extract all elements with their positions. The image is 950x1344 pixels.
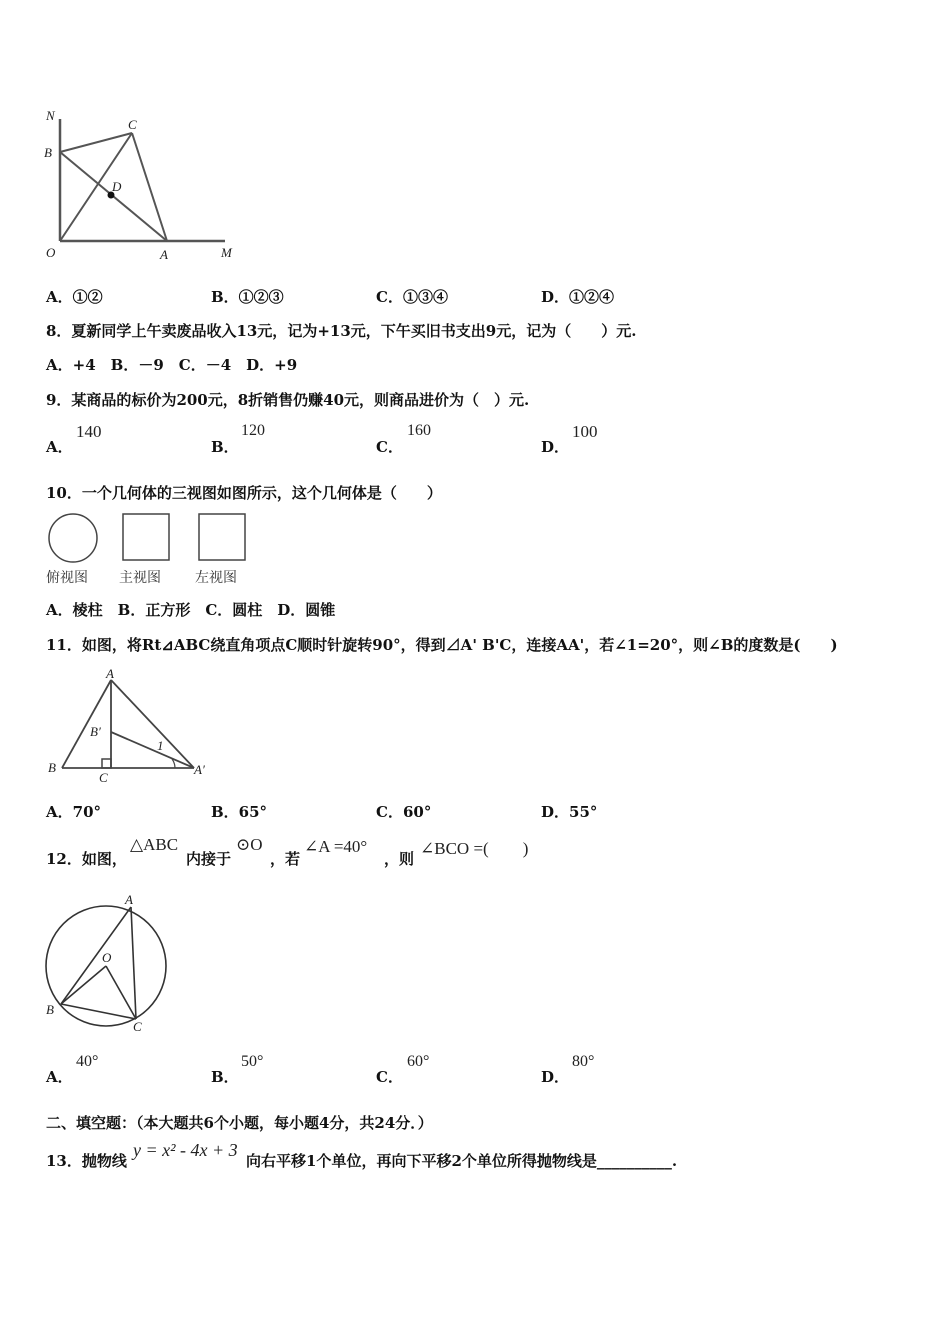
line-CA bbox=[132, 133, 167, 241]
q12-option-b-letter: B． bbox=[211, 1068, 239, 1086]
right-angle-mark bbox=[102, 759, 111, 768]
chord-AB bbox=[61, 907, 131, 1004]
q9-stem: 9．某商品的标价为200元，8折销售仍赚40元，则商品进价为（ ）元. bbox=[46, 391, 530, 409]
q12-inscribed-in: 内接于 bbox=[186, 850, 232, 868]
side-B-prime-A-prime bbox=[111, 732, 194, 768]
section-2-heading: 二、填空题：（本大题共6个小题，每小题4分，共24分．） bbox=[46, 1114, 433, 1132]
label-B: B bbox=[44, 145, 52, 160]
q12-if: ，若 bbox=[270, 850, 301, 868]
figure-q11-triangle bbox=[44, 666, 214, 786]
side-view-square bbox=[199, 514, 245, 560]
q7-option-a: A．①② bbox=[46, 288, 103, 306]
label-angle-1: 1 bbox=[157, 738, 164, 753]
label-A: A bbox=[106, 666, 114, 681]
q12-option-c-letter: C． bbox=[376, 1068, 403, 1086]
side-AA-prime bbox=[111, 680, 194, 768]
side-view-label: 左视图 bbox=[195, 570, 237, 586]
q9-option-c-value: 160 bbox=[407, 422, 431, 439]
label-O: O bbox=[102, 950, 112, 965]
q11-option-a: A．70° bbox=[46, 803, 102, 821]
label-C: C bbox=[99, 770, 108, 785]
q12-circle-o: ⊙O bbox=[236, 835, 263, 854]
front-view-square bbox=[123, 514, 169, 560]
q9-option-c-letter: C． bbox=[376, 438, 403, 456]
q10-three-views bbox=[44, 512, 254, 564]
q9-option-d-value: 100 bbox=[572, 422, 598, 441]
label-D: D bbox=[112, 179, 122, 194]
q9-option-b-letter: B． bbox=[211, 438, 239, 456]
figure-q7-geometry bbox=[40, 105, 250, 265]
q13-suffix: 向右平移1个单位，再向下平移2个单位所得抛物线是__________. bbox=[246, 1152, 678, 1170]
q12-angle-bco: ∠BCO =( ) bbox=[420, 839, 529, 858]
side-AB bbox=[62, 680, 111, 768]
q12-then: ，则 bbox=[384, 850, 415, 868]
label-B: B bbox=[46, 1002, 54, 1017]
label-N: N bbox=[46, 108, 55, 123]
label-B: B bbox=[48, 760, 56, 775]
q12-option-a-letter: A． bbox=[46, 1068, 73, 1086]
q11-option-c: C．60° bbox=[376, 803, 432, 821]
q12-option-a-value: 40° bbox=[76, 1053, 99, 1070]
label-A-prime: A′ bbox=[194, 762, 205, 777]
q11-stem: 11．如图，将Rt⊿ABC绕直角项点C顺时针旋转90°，得到⊿A' B'C，连接AA'，若∠1=20°，则∠B的度数是( ) bbox=[46, 636, 838, 654]
label-C: C bbox=[128, 117, 137, 132]
q11-option-b: B．65° bbox=[211, 803, 268, 821]
q12-prefix: 12．如图， bbox=[46, 850, 127, 868]
q11-option-d: D．55° bbox=[541, 803, 598, 821]
chord-AC bbox=[131, 907, 136, 1019]
q13-prefix: 13．抛物线 bbox=[46, 1152, 127, 1170]
label-O: O bbox=[46, 245, 56, 260]
q10-options: A．棱柱 B．正方形 C．圆柱 D．圆锥 bbox=[46, 601, 336, 619]
chord-BC bbox=[61, 1004, 136, 1019]
top-view-circle bbox=[49, 514, 97, 562]
q10-stem: 10．一个几何体的三视图如图所示，这个几何体是（ ） bbox=[46, 484, 442, 502]
q8-options: A．+4 B．－9 C．－4 D．+9 bbox=[46, 356, 298, 374]
figure-q12-circle bbox=[40, 890, 180, 1040]
q7-option-b: B．①②③ bbox=[211, 288, 284, 306]
q12-angle-a: ∠A =40° bbox=[304, 837, 368, 856]
label-A: A bbox=[160, 247, 168, 262]
q12-option-c-value: 60° bbox=[407, 1053, 430, 1070]
q9-option-a-value: 140 bbox=[76, 422, 102, 441]
q12-option-b-value: 50° bbox=[241, 1053, 264, 1070]
q7-option-d: D．①②④ bbox=[541, 288, 615, 306]
q12-option-d-letter: D． bbox=[541, 1068, 570, 1086]
q9-option-a-letter: A． bbox=[46, 438, 73, 456]
front-view-label: 主视图 bbox=[119, 570, 161, 586]
top-view-label: 俯视图 bbox=[46, 570, 88, 586]
label-M: M bbox=[221, 245, 232, 260]
q9-option-b-value: 120 bbox=[241, 422, 265, 439]
q13-formula: y = x² - 4x + 3 bbox=[133, 1140, 238, 1160]
q12-triangle-abc: △ABC bbox=[130, 835, 179, 854]
label-B-prime: B′ bbox=[90, 724, 101, 739]
q12-option-d-value: 80° bbox=[572, 1053, 595, 1070]
radius-OC bbox=[106, 966, 136, 1019]
q8-stem: 8．夏新同学上午卖废品收入13元，记为+13元，下午买旧书支出9元，记为（ ）元. bbox=[46, 322, 637, 340]
q9-option-d-letter: D． bbox=[541, 438, 570, 456]
label-C: C bbox=[133, 1019, 142, 1034]
q7-option-c: C．①③④ bbox=[376, 288, 448, 306]
label-A: A bbox=[125, 892, 133, 907]
